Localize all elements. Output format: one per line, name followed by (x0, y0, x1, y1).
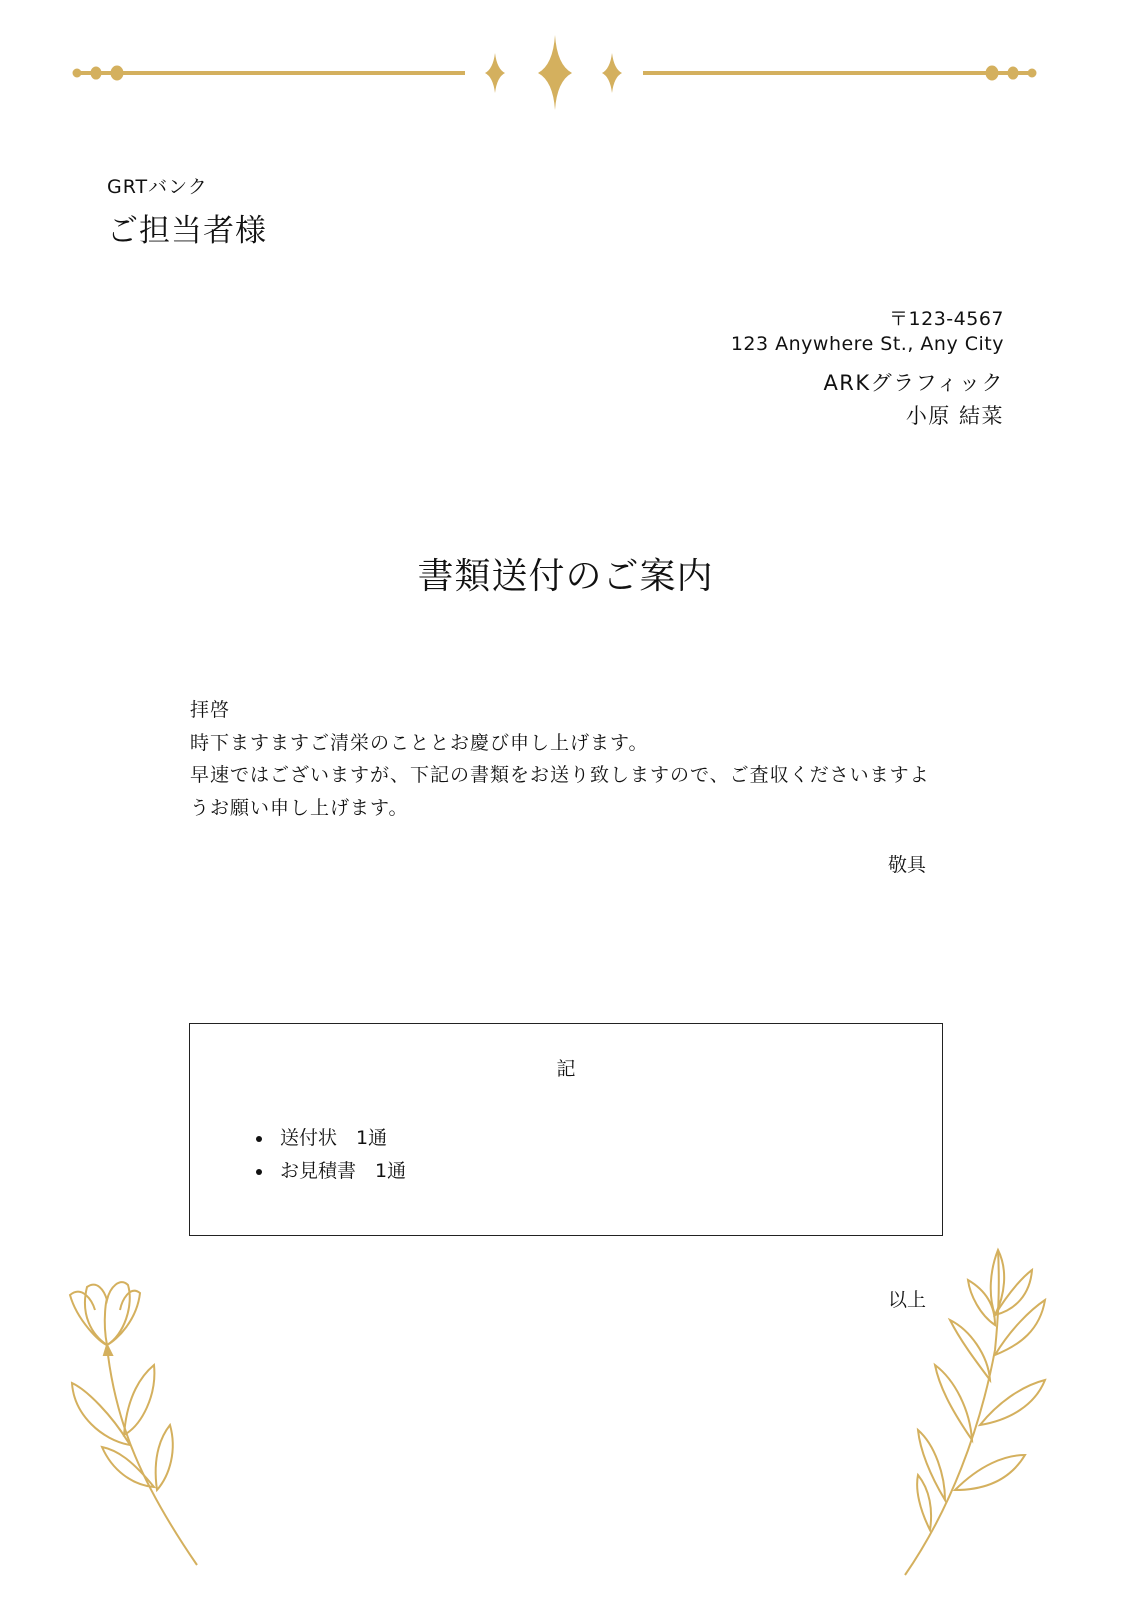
enclosure-list (254, 1122, 406, 1188)
sparkle-icon (485, 53, 505, 93)
sparkle-icon (538, 35, 572, 110)
enclosure-box (189, 1023, 943, 1236)
flower-illustration (62, 1275, 212, 1575)
enclosure-heading: 記 (556, 1058, 576, 1080)
sender-postal-code: 〒123-4567 (889, 308, 1004, 330)
opening-salutation: 拝啓 (190, 699, 231, 721)
list-item: • 送付状 1通 (274, 1122, 406, 1155)
sender-person: 小原 結菜 (905, 404, 1004, 428)
header-ornament (70, 35, 1060, 115)
closing-salutation: 敬具 (887, 854, 926, 876)
body-line: 早速ではございますが、下記の書類をお送り致しますので、ご査収くださいますようお願い申し上げます。 (190, 764, 930, 819)
leaf-branch-illustration (900, 1240, 1060, 1580)
list-item: • お見積書 1通 (274, 1155, 406, 1188)
dot-icon (73, 69, 81, 77)
sparkle-icon (602, 53, 622, 93)
end-mark: 以上 (887, 1289, 926, 1311)
document-title: 書類送付のご案内 (417, 556, 714, 597)
recipient-name: ご担当者様 (107, 213, 267, 249)
letter-body (190, 694, 940, 824)
recipient-company: GRTバンク (107, 176, 208, 198)
sender-company: ARKグラフィック (823, 371, 1004, 395)
sender-address: 123 Anywhere St., Any City (730, 333, 1004, 355)
body-line: 時下ますますご清栄のこととお慶び申し上げます。 (190, 731, 649, 754)
